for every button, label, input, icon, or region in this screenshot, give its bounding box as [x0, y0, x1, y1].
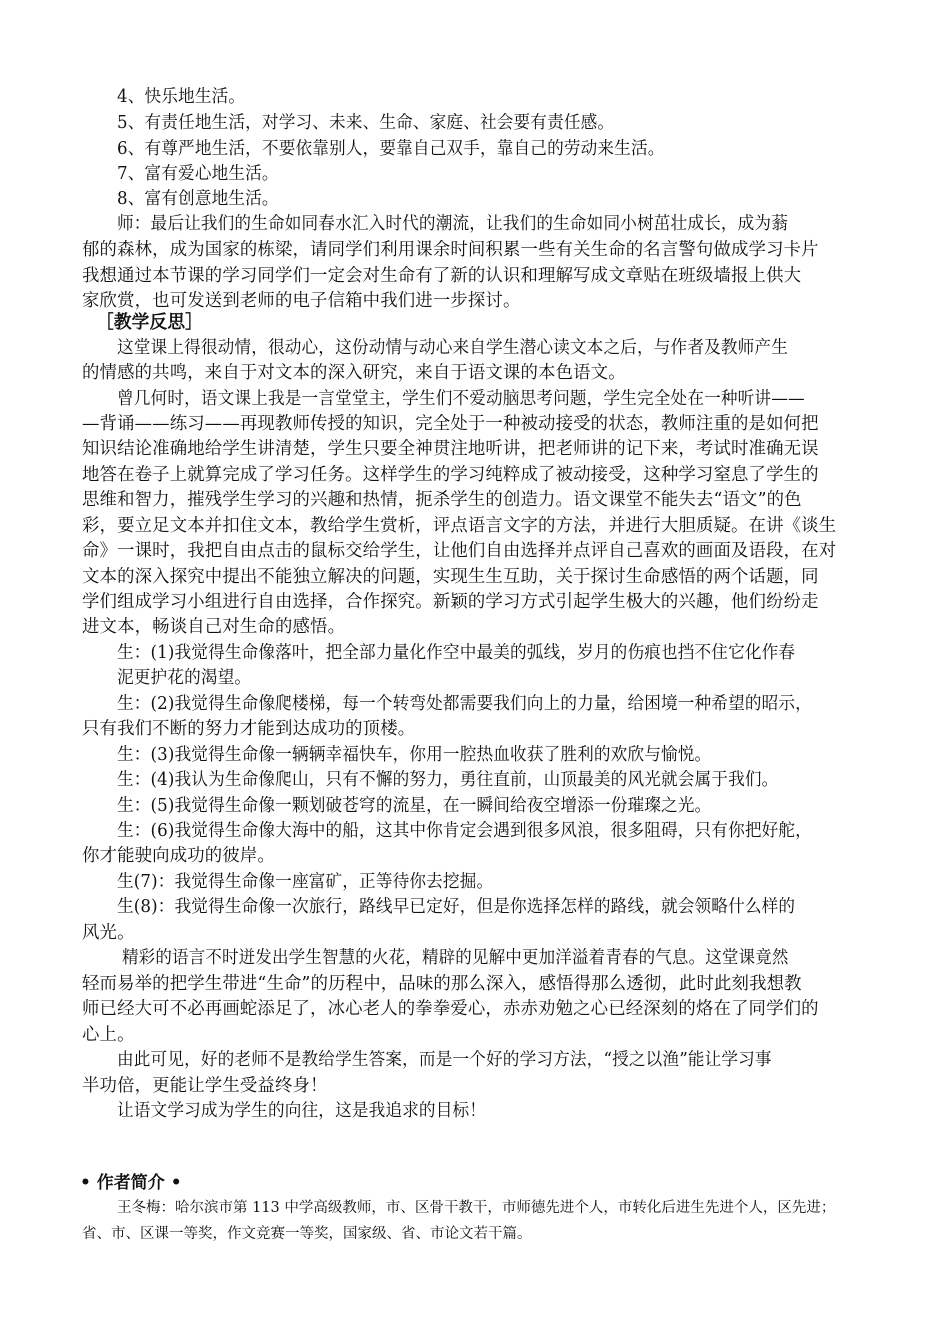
student-response: 生(8)：我觉得生命像一次旅行，路线早已定好，但是你选择怎样的路线，就会领略什么样的	[117, 897, 796, 917]
reflection-line: 文本的深入探究中提出不能独立解决的问题，实现生生互助，关于探讨生命感悟的两个话题，同	[82, 567, 819, 587]
student-response: 生(7)：我觉得生命像一座富矿，正等待你去挖掘。	[117, 872, 494, 892]
student-response: 生：(1)我觉得生命像落叶，把全部力量化作空中最美的弧线，岁月的伤痕也挡不住它化作春	[117, 643, 796, 663]
reflection-line: 这堂课上得很动情，很动心，这份动情与动心来自学生潜心读文本之后，与作者及教师产生	[117, 338, 788, 358]
reflection-line: 知识结论准确地给学生讲清楚，学生只要全神贯注地听讲，把老师讲的记下来，考试时准确无误	[82, 439, 819, 459]
student-response: 只有我们不断的努力才能到达成功的顶楼。	[82, 719, 416, 739]
reflection-line: 让语文学习成为学生的向往，这是我追求的目标！	[117, 1101, 487, 1121]
list-item-8: 8、富有创意地生活。	[117, 189, 279, 209]
list-item-7: 7、富有爱心地生活。	[117, 164, 279, 184]
list-item-6: 6、有尊严地生活，不要依靠别人，要靠自己双手，靠自己的劳动来生活。	[117, 139, 665, 159]
reflection-line: 心上。	[82, 1025, 135, 1045]
reflection-line: 学们组成学习小组进行自由选择，合作探究。新颖的学习方式引起学生极大的兴趣，他们纷纷走	[82, 592, 819, 612]
author-bio-line: 省、市、区课一等奖，作文竞赛一等奖，国家级、省、市论文若干篇。	[82, 1226, 532, 1242]
reflection-line: 半功倍，更能让学生受益终身！	[82, 1076, 328, 1096]
author-heading: • 作者简介 •	[80, 1173, 182, 1193]
reflection-line: 师已经大可不必再画蛇添足了，冰心老人的拳拳爱心，赤赤劝勉之心已经深刻的烙在了同学们的	[82, 999, 819, 1019]
reflection-line: 思维和智力，摧残学生学习的兴趣和热情，扼杀学生的创造力。语文课堂不能失去“语文”的色	[82, 490, 802, 510]
student-response: 生：(4)我认为生命像爬山，只有不懈的努力，勇往直前，山顶最美的风光就会属于我们。	[117, 770, 779, 790]
student-response: 风光。	[82, 923, 135, 943]
student-response: 生：(6)我觉得生命像大海中的船，这其中你肯定会遇到很多风浪，很多阻碍，只有你把好舵，	[117, 821, 812, 841]
reflection-line: 的情感的共鸣，来自于对文本的深入研究，来自于语文课的本色语文。	[82, 363, 626, 383]
list-item-5: 5、有责任地生活，对学习、未来、生命、家庭、社会要有责任感。	[117, 113, 615, 133]
reflection-line: —背诵——练习——再现教师传授的知识，完全处于一种被动接受的状态，教师注重的是如何把	[82, 414, 819, 434]
reflection-line: 地答在卷子上就算完成了学习任务。这样学生的学习纯粹成了被动接受，这种学习窒息了学生的	[82, 465, 819, 485]
reflection-line: 轻而易举的把学生带进“生命”的历程中，品味的那么深入，感悟得那么透彻，此时此刻我想教	[82, 974, 802, 994]
author-bio-line: 王冬梅：哈尔滨市第 113 中学高级教师，市、区骨干教干，市师德先进个人，市转化后进生先进个人，区先进；	[117, 1200, 836, 1216]
reflection-line: 精彩的语言不时迸发出学生智慧的火花，精辟的见解中更加洋溢着青春的气息。这堂课竟然	[122, 948, 789, 968]
reflection-line: 曾几何时，语文课上我是一言堂堂主，学生们不爱动脑思考问题，学生完全处在一种听讲——	[117, 389, 805, 409]
teacher-closing-line: 师：最后让我们的生命如同春水汇入时代的潮流，让我们的生命如同小树茁壮成长，成为蓊	[117, 214, 788, 234]
reflection-line: 彩，要立足文本并扣住文本，教给学生赏析，评点语言文字的方法，并进行大胆质疑。在讲《谈生	[82, 516, 837, 536]
student-response: 生：(5)我觉得生命像一颗划破苍穹的流星，在一瞬间给夜空增添一份璀璨之光。	[117, 796, 712, 816]
student-response: 泥更护花的渴望。	[117, 668, 252, 688]
teacher-closing-line: 郁的森林，成为国家的栋梁，请同学们利用课余时间积累一些有关生命的名言警句做成学习卡片	[82, 240, 819, 260]
student-response: 你才能驶向成功的彼岸。	[82, 846, 275, 866]
section-title: ［教学反思］	[96, 312, 204, 333]
reflection-line: 由此可见，好的老师不是教给学生答案，而是一个好的学习方法，“授之以渔”能让学习事	[117, 1050, 772, 1070]
list-item-4: 4、快乐地生活。	[117, 87, 246, 107]
reflection-line: 进文本，畅谈自己对生命的感悟。	[82, 617, 346, 637]
teacher-closing-line: 家欣赏，也可发送到老师的电子信箱中我们进一步探讨。	[82, 291, 521, 311]
student-response: 生：(2)我觉得生命像爬楼梯，每一个转弯处都需要我们向上的力量，给困境一种希望的昭示，	[117, 694, 812, 714]
student-response: 生：(3)我觉得生命像一辆辆幸福快车，你用一腔热血收获了胜利的欢欣与愉悦。	[117, 745, 712, 765]
reflection-line: 命》一课时，我把自由点击的鼠标交给学生，让他们自由选择并点评自己喜欢的画面及语段，在对	[82, 541, 837, 561]
teacher-closing-line: 我想通过本节课的学习同学们一定会对生命有了新的认识和理解写成文章贴在班级墙报上供大	[82, 266, 802, 286]
